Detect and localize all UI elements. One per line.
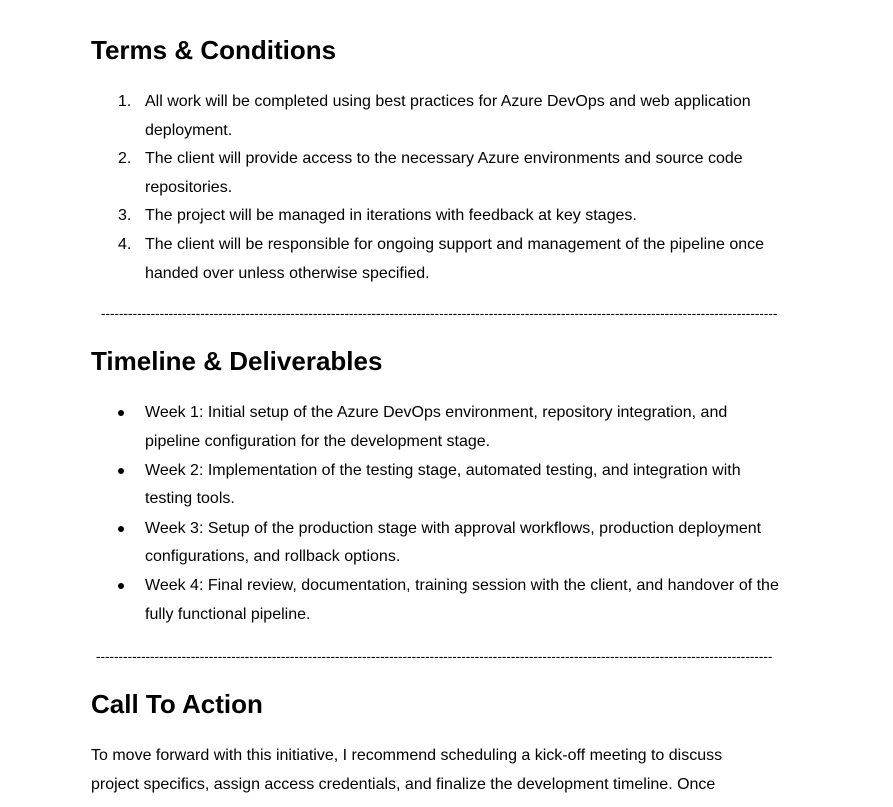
bullet-icon: [118, 468, 124, 474]
list-item-text: Week 3: Setup of the production stage with approval workflows, production deployment configurations, and rollback options.: [145, 519, 762, 566]
list-item: [0, 572, 785, 629]
list-item-text: Week 2: Implementation of the testing stage, automated testing, and integration with testing tools.: [145, 461, 741, 508]
list-number: 3.: [118, 207, 132, 225]
list-item: [0, 457, 785, 514]
terms-heading: Terms & Conditions: [91, 35, 337, 65]
list-item-text: The project will be managed in iterations with feedback at key stages.: [145, 207, 637, 225]
list-number: 4.: [118, 235, 132, 253]
list-item: [0, 399, 785, 456]
list-item: [0, 88, 785, 145]
bullet-icon: [118, 410, 124, 416]
bullet-icon: [118, 583, 124, 589]
list-number: 1.: [118, 93, 132, 110]
list-item: [0, 202, 785, 231]
list-item: [0, 145, 785, 202]
timeline-list: [0, 399, 893, 630]
bullet-icon: [118, 526, 124, 532]
cta-paragraph: To move forward with this initiative, I recommend scheduling a kick-off meeting to discuss project specifics, assign access credentials, and finalize the development timeline. Once: [91, 747, 723, 793]
list-item-text: All work will be completed using best practices for Azure DevOps and web application deployment.: [145, 93, 751, 139]
list-item-text: The client will be responsible for ongoing support and management of the pipeline once handed over unless otherwise specified.: [145, 235, 765, 282]
cta-heading: Call To Action: [91, 689, 263, 719]
list-item-text: Week 4: Final review, documentation, training session with the client, and handover of the fully functional pipeline.: [145, 577, 779, 623]
timeline-heading: Timeline & Deliverables: [91, 346, 383, 376]
section-divider: ------------------------------------------------------------------------------------------------------------------------------------------------------: [101, 306, 778, 321]
terms-list: [0, 88, 893, 288]
list-item: [0, 515, 785, 572]
list-item-text: The client will provide access to the necessary Azure environments and source code repositories.: [145, 150, 743, 196]
list-item-text: Week 1: Initial setup of the Azure DevOps environment, repository integration, and pipeline configuration for the development stage.: [145, 404, 728, 450]
list-number: 2.: [118, 150, 132, 168]
section-divider: ------------------------------------------------------------------------------------------------------------------------------------------------------: [96, 649, 773, 664]
list-item: [0, 231, 785, 288]
